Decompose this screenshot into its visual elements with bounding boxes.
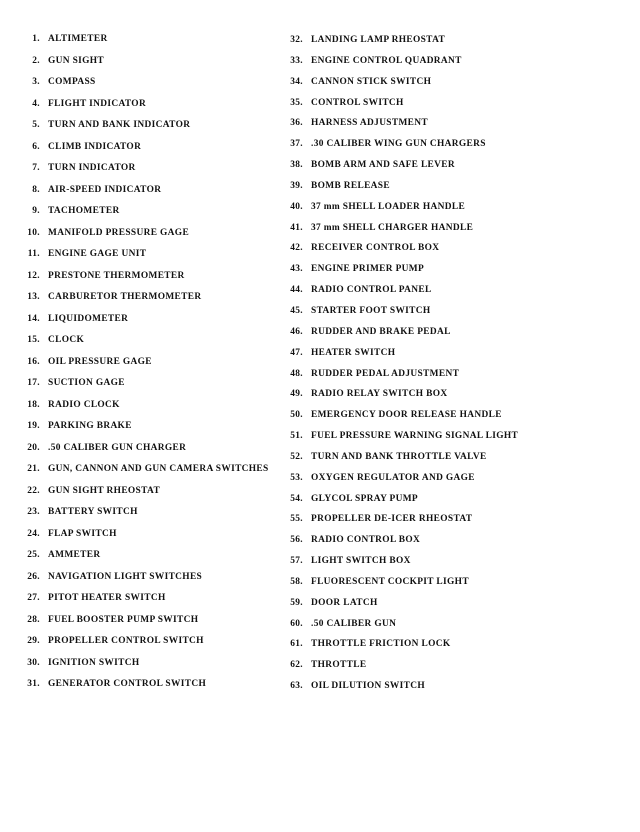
legend-entry-label: LIGHT SWITCH BOX — [311, 556, 411, 567]
legend-entry — [281, 306, 621, 327]
legend-entry-label: .50 CALIBER GUN CHARGER — [48, 442, 187, 453]
legend-entry — [14, 206, 278, 228]
legend-entry-number: 46. — [290, 326, 303, 337]
legend-entry-number: 30. — [27, 657, 40, 668]
legend-entry-label: PROPELLER DE-ICER RHEOSTAT — [311, 514, 473, 525]
legend-entry-label: .50 CALIBER GUN — [311, 618, 397, 629]
legend-entry-label: GLYCOL SPRAY PUMP — [311, 493, 419, 504]
legend-entry-label: LIQUIDOMETER — [48, 313, 129, 324]
legend-entry-number: 41. — [290, 222, 303, 233]
legend-entry-label: RUDDER PEDAL ADJUSTMENT — [311, 368, 460, 379]
legend-entry-number: 39. — [290, 180, 303, 191]
legend-entry-label: GUN SIGHT RHEOSTAT — [48, 485, 161, 496]
legend-entry-number: 45. — [290, 305, 303, 316]
legend-entry-number: 15. — [27, 335, 40, 345]
legend-entry-label: LANDING LAMP RHEOSTAT — [311, 35, 446, 45]
legend-entry-label: FLAP SWITCH — [48, 528, 117, 539]
legend-entry-number: 7. — [32, 163, 40, 173]
legend-entry-label: DOOR LATCH — [311, 597, 378, 608]
legend-entry — [14, 572, 278, 594]
legend-entry — [281, 660, 621, 681]
legend-entry — [14, 357, 278, 379]
legend-entry-number: 14. — [27, 313, 40, 324]
legend-entry-number: 23. — [27, 507, 40, 517]
legend-entry-label: PROPELLER CONTROL SWITCH — [48, 636, 204, 646]
legend-entry-number: 63. — [290, 681, 303, 692]
legend-entry — [281, 181, 621, 202]
legend-entry-number: 12. — [27, 270, 40, 281]
legend-entry-number: 25. — [27, 550, 40, 560]
legend-entry — [281, 619, 621, 640]
legend-entry-number: 29. — [27, 636, 40, 646]
legend-entry-number: 59. — [290, 597, 303, 608]
legend-entry-number: 16. — [27, 356, 40, 367]
legend-entry-label: PRESTONE THERMOMETER — [48, 270, 185, 281]
legend-entry-number: 24. — [27, 528, 40, 539]
legend-entry — [14, 228, 278, 250]
legend-entry-label: AMMETER — [48, 550, 101, 560]
legend-right-column — [281, 35, 621, 702]
legend-entry — [14, 99, 278, 121]
legend-entry-number: 5. — [32, 120, 40, 130]
legend-entry-number: 54. — [290, 493, 303, 504]
legend-entry — [281, 389, 621, 410]
legend-entry-label: ENGINE CONTROL QUADRANT — [311, 55, 462, 66]
legend-entry-label: 37 mm SHELL CHARGER HANDLE — [311, 222, 474, 233]
legend-entry-label: ENGINE PRIMER PUMP — [311, 264, 425, 275]
legend-entry-number: 17. — [27, 378, 40, 388]
legend-entry-number: 20. — [27, 442, 40, 453]
legend-entry — [14, 163, 278, 185]
legend-entry — [281, 514, 621, 535]
legend-entry-label: .30 CALIBER WING GUN CHARGERS — [311, 139, 486, 150]
legend-entry — [281, 494, 621, 515]
legend-entry-number: 60. — [290, 618, 303, 629]
legend-entry — [281, 77, 621, 98]
legend-entry-label: ALTIMETER — [48, 34, 108, 44]
legend-entry-number: 49. — [290, 389, 303, 400]
legend-left-column — [14, 34, 278, 701]
legend-entry — [281, 410, 621, 431]
legend-entry-number: 8. — [32, 184, 40, 195]
legend-entry-number: 40. — [290, 201, 303, 212]
legend-entry — [281, 118, 621, 139]
legend-entry — [14, 615, 278, 637]
legend-entry — [14, 507, 278, 529]
legend-entry-number: 47. — [290, 347, 303, 358]
legend-entry-label: RECEIVER CONTROL BOX — [311, 243, 440, 254]
legend-entry-label: GENERATOR CONTROL SWITCH — [48, 679, 207, 689]
legend-entry — [14, 486, 278, 508]
legend-entry — [14, 77, 278, 99]
legend-entry-label: THROTTLE FRICTION LOCK — [311, 639, 451, 650]
legend-entry-label: RADIO CONTROL PANEL — [311, 285, 432, 296]
legend-entry-label: RADIO CLOCK — [48, 399, 120, 410]
legend-entry-number: 62. — [290, 660, 303, 671]
legend-entry — [14, 56, 278, 78]
legend-entry-label: STARTER FOOT SWITCH — [311, 305, 431, 316]
legend-entry-label: RADIO RELAY SWITCH BOX — [311, 389, 448, 400]
legend-entry-number: 6. — [32, 141, 40, 152]
legend-entry-number: 33. — [290, 55, 303, 66]
legend-entry — [14, 679, 278, 701]
legend-entry-label: CLIMB INDICATOR — [48, 141, 142, 152]
legend-entry — [14, 142, 278, 164]
legend-entry-number: 2. — [32, 55, 40, 66]
legend-entry-number: 37. — [290, 139, 303, 150]
legend-entry-label: FLUORESCENT COCKPIT LIGHT — [311, 576, 469, 587]
legend-entry — [281, 348, 621, 369]
legend-entry-label: FUEL PRESSURE WARNING SIGNAL LIGHT — [311, 431, 519, 442]
legend-entry-number: 44. — [290, 285, 303, 296]
legend-entry-number: 50. — [290, 410, 303, 421]
legend-entry-number: 31. — [27, 679, 40, 689]
legend-entry — [14, 464, 278, 486]
legend-entry-number: 38. — [290, 160, 303, 171]
legend-entry-label: TACHOMETER — [48, 206, 120, 216]
legend-entry — [281, 98, 621, 119]
legend-entry — [281, 556, 621, 577]
legend-entry-number: 26. — [27, 571, 40, 582]
legend-entry — [14, 249, 278, 271]
legend-entry-number: 10. — [27, 227, 40, 238]
legend-entry-number: 28. — [27, 614, 40, 625]
legend-entry-label: OXYGEN REGULATOR AND GAGE — [311, 472, 475, 483]
legend-entry-number: 1. — [32, 34, 40, 44]
legend-entry-number: 4. — [32, 98, 40, 109]
legend-entry-number: 58. — [290, 576, 303, 587]
legend-entry-label: CARBURETOR THERMOMETER — [48, 292, 202, 302]
legend-entry — [14, 443, 278, 465]
legend-entry — [14, 550, 278, 572]
legend-entry — [14, 658, 278, 680]
legend-entry — [14, 421, 278, 443]
legend-entry-label: COMPASS — [48, 77, 96, 87]
legend-entry-label: GUN, CANNON AND GUN CAMERA SWITCHES — [48, 464, 269, 474]
legend-entry — [281, 535, 621, 556]
legend-entry-number: 55. — [290, 514, 303, 525]
legend-entry-label: PARKING BRAKE — [48, 421, 132, 431]
legend-entry — [281, 431, 621, 452]
legend-entry — [14, 593, 278, 615]
legend-entry-number: 22. — [27, 485, 40, 496]
legend-entry-label: PITOT HEATER SWITCH — [48, 593, 166, 603]
legend-entry-number: 48. — [290, 368, 303, 379]
legend-entry-number: 42. — [290, 243, 303, 254]
legend-entry-label: BOMB ARM AND SAFE LEVER — [311, 160, 455, 171]
legend-entry-number: 21. — [27, 464, 40, 474]
legend-entry — [281, 327, 621, 348]
legend-entry-number: 32. — [290, 35, 303, 45]
legend-entry-number: 3. — [32, 77, 40, 87]
legend-entry-label: MANIFOLD PRESSURE GAGE — [48, 227, 190, 238]
legend-entry — [281, 56, 621, 77]
legend-entry-label: 37 mm SHELL LOADER HANDLE — [311, 201, 466, 212]
legend-entry — [281, 285, 621, 306]
legend-entry — [281, 160, 621, 181]
legend-entry — [281, 223, 621, 244]
legend-entry-label: IGNITION SWITCH — [48, 657, 140, 668]
legend-entry-number: 51. — [290, 431, 303, 442]
legend-entry — [14, 378, 278, 400]
legend-entry — [281, 264, 621, 285]
legend-entry-label: RUDDER AND BRAKE PEDAL — [311, 326, 451, 337]
legend-entry — [281, 202, 621, 223]
legend-entry-label: TURN AND BANK INDICATOR — [48, 120, 191, 130]
legend-entry — [281, 577, 621, 598]
legend-entry-number: 19. — [27, 421, 40, 431]
legend-entry-label: HARNESS ADJUSTMENT — [311, 118, 428, 129]
legend-entry — [14, 335, 278, 357]
legend-entry-label: OIL DILUTION SWITCH — [311, 681, 425, 692]
legend-entry — [281, 243, 621, 264]
legend-entry-number: 18. — [27, 399, 40, 410]
legend-entry-label: HEATER SWITCH — [311, 347, 396, 358]
legend-entry — [281, 369, 621, 390]
legend-entry-label: GUN SIGHT — [48, 55, 105, 66]
legend-entry-label: NAVIGATION LIGHT SWITCHES — [48, 571, 203, 582]
legend-entry-number: 9. — [32, 206, 40, 216]
legend-entry — [14, 185, 278, 207]
legend-entry — [281, 139, 621, 160]
legend-entry — [14, 314, 278, 336]
legend-entry-label: ENGINE GAGE UNIT — [48, 249, 147, 259]
legend-entry — [281, 452, 621, 473]
legend-entry-number: 57. — [290, 556, 303, 567]
legend-entry — [281, 473, 621, 494]
legend-entry-label: FUEL BOOSTER PUMP SWITCH — [48, 614, 199, 625]
legend-entry-label: THROTTLE — [311, 660, 367, 671]
legend-entry-number: 34. — [290, 76, 303, 87]
legend-entry — [14, 529, 278, 551]
legend-entry-number: 52. — [290, 451, 303, 462]
legend-entry-number: 53. — [290, 472, 303, 483]
legend-entry — [281, 598, 621, 619]
legend-entry-label: EMERGENCY DOOR RELEASE HANDLE — [311, 410, 502, 421]
legend-entry-label: BATTERY SWITCH — [48, 507, 138, 517]
legend-entry — [14, 34, 278, 56]
legend-entry — [281, 35, 621, 56]
legend-entry-number: 36. — [290, 118, 303, 129]
legend-entry — [281, 639, 621, 660]
legend-entry-label: CONTROL SWITCH — [311, 97, 404, 108]
legend-entry-label: OIL PRESSURE GAGE — [48, 356, 152, 367]
legend-entry-number: 27. — [27, 593, 40, 603]
legend-entry-label: TURN INDICATOR — [48, 163, 136, 173]
legend-entry — [14, 120, 278, 142]
legend-entry — [14, 271, 278, 293]
legend-entry-number: 56. — [290, 535, 303, 546]
legend-entry-label: FLIGHT INDICATOR — [48, 98, 147, 109]
legend-entry-label: TURN AND BANK THROTTLE VALVE — [311, 451, 487, 462]
legend-entry-number: 13. — [27, 292, 40, 302]
legend-entry-label: AIR-SPEED INDICATOR — [48, 184, 162, 195]
legend-entry-number: 11. — [27, 249, 40, 259]
legend-entry-number: 43. — [290, 264, 303, 275]
legend-entry — [281, 681, 621, 702]
legend-entry — [14, 636, 278, 658]
legend-entry — [14, 400, 278, 422]
legend-entry-label: RADIO CONTROL BOX — [311, 535, 421, 546]
legend-entry-label: SUCTION GAGE — [48, 378, 125, 388]
legend-entry-number: 61. — [290, 639, 303, 650]
legend-entry-label: CLOCK — [48, 335, 85, 345]
legend-entry-label: BOMB RELEASE — [311, 180, 390, 191]
legend-entry-number: 35. — [290, 97, 303, 108]
legend-entry-label: CANNON STICK SWITCH — [311, 76, 432, 87]
legend-entry — [14, 292, 278, 314]
